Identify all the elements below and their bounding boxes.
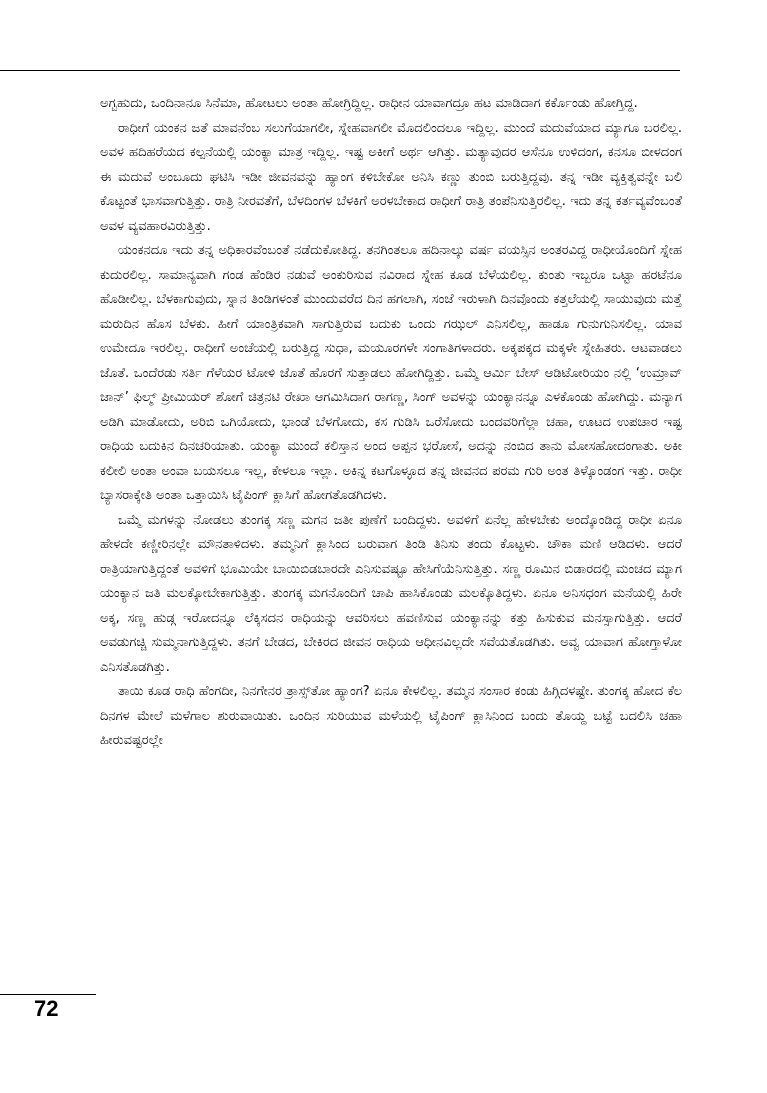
paragraph: ಅಗ್ಬಹುದು, ಒಂದಿನಾನೂ ಸಿನೆಮಾ, ಹೋಟಲು ಅಂತಾ ಹೋಗ್ರಿದ್ದಿಲ್ಲ. ರಾಧೀನ ಯಾವಾಗದ್ರೂ ಹಟ ಮಾಡಿದಾಗ ಕರ್ಕೊಂಡು ಹೋಗ್ತಿದ್ದ. [100,96,638,111]
paragraph: ಒಮ್ಮೆ ಮಗಳನ್ನು ನೋಡಲು ತುಂಗಕ್ಕ ಸಣ್ಣ ಮಗನ ಜತೀ ಪುಣೆಗೆ ಬಂದಿದ್ದಳು. ಅವಳಿಗೆ ಏನೆಲ್ಲ ಹೇಳಬೇಕು ಅಂದ್ಕೊಂಡಿದ್ದ ರಾಧೀ ಏನೂ ಹೇಳದೇ ಕಣ್ಣೀರಿನಲ್ಲೇ ಮೌನತಾಳಿದಳು. ತಮ್ಮನಿಗೆ ಕ್ಲಾಸಿಂದ ಬರುವಾಗ ತಿಂಡಿ ತಿನಿಸು ತಂದು ಕೊಟ್ಟಳು. ಚೌಕಾ ಮಣಿ ಆಡಿದಳು. ಆದರೆ ರಾತ್ರಿಯಾಗುತ್ತಿದ್ದಂತೆ ಅವಳಿಗೆ ಭೂಮಿಯೇ ಬಾಯಿಬಿಡಬಾರದೇ ಎನಿಸುವಷ್ಟೂ ಹೇಸಿಗೆಯೆನಿಸುತ್ತಿತ್ತು. ಸಣ್ಣ ರೂಮಿನ ಬಿಡಾರದಲ್ಲಿ ಮಂಚದ ಮ್ಯಾಗ ಯಂಕ್ಯಾನ ಜತಿ ಮಲಕ್ಕೋಬೇಕಾಗುತ್ತಿತ್ತು. ತುಂಗಕ್ಕ ಮಗನೊಂದಿಗೆ ಚಾಪಿ ಹಾಸಿಕೊಂಡು ಮಲಕ್ಕೊತಿದ್ದಳು. ಏನೂ ಅನಿಸಧಂಗ ಮನೆಯಲ್ಲಿ ಹಿರೇ ಅಕ್ಕ, ಸಣ್ಣ ಹುಡ್ಗ ಇರೋದನ್ನೂ ಲೆಕ್ಕಿಸದನ ರಾಧಿಯನ್ನು ಆವರಿಸಲು ಹವಣಿಸುವ ಯಂಕ್ಯಾನನ್ನು ಕತ್ತು ಹಿಸುಕುವ ಮನಸ್ಸಾಗುತ್ತಿತ್ತು. ಆದರೆ ಅವಡುಗಚ್ಚಿ ಸುಮ್ಮನಾಗುತ್ತಿದ್ದಳು. ತನಗೆ ಬೇಡದ, ಬೇಕಿರದ ಜೀವನ ರಾಧಿಯ ಆಧೀನವಿಲ್ಲದೇ ಸವೆಯತೊಡಗಿತು. ಅವ್ವ ಯಾವಾಗ ಹೋಗ್ತಾಳೋ ಎನಿಸತೊಡಗಿತ್ತು. [100,512,682,675]
page-number: 72 [34,996,59,1021]
body-text [100,92,682,754]
paragraph: ಯಂಕನದೂ ಇದು ತನ್ನ ಅಧಿಕಾರವೆಂಬಂತೆ ನಡೆದುಕೋತಿದ್ದ. ತನಗಿಂತಲೂ ಹದಿನಾಲ್ಕು ವರ್ಷ ವಯಸ್ಸಿನ ಅಂತರವಿದ್ದ ರಾಧೀಯೊಂದಿಗೆ ಸ್ನೇಹ ಕುದುರಲಿಲ್ಲ. ಸಾಮಾನ್ಯವಾಗಿ ಗಂಡ ಹೆಂಡಿರ ನಡುವೆ ಅಂಕುರಿಸುವ ನವಿರಾದ ಸ್ನೇಹ ಕೂಡ ಬೆಳೆಯಲಿಲ್ಲ. ಕುಂತು ಇಬ್ಬರೂ ಒಟ್ಟಾ ಹರಟೆನೂ ಹೊಡೀಲಿಲ್ಲ. ಬೆಳಕಾಗುವುದು, ಸ್ನಾನ ತಿಂಡಿಗಳಂತೆ ಮುಂದುವರೆದ ದಿನ ಹಗಲಾಗಿ, ಸಂಜೆ ಇರುಳಾಗಿ ದಿನವೊಂದು ಕತ್ತಲೆಯಲ್ಲಿ ಸಾಯುವುದು ಮತ್ತೆ ಮರುದಿನ ಹೊಸ ಬೆಳಕು. ಹೀಗೆ ಯಾಂತ್ರಿಕವಾಗಿ ಸಾಗುತ್ತಿರುವ ಬದುಕು ಒಂದು ಗಝಲ್ ಎನಿಸಲಿಲ್ಲ, ಹಾಡೂ ಗುನುಗುನಿಸಲಿಲ್ಲ. ಯಾವ ಉಮೇದೂ ಇರಲಿಲ್ಲ. ರಾಧೀಗೆ ಅಂಚೆಯಲ್ಲಿ ಬರುತ್ತಿದ್ದ ಸುಧಾ, ಮಯೂರಗಳೇ ಸಂಗಾತಿಗಳಾದರು. ಅಕ್ಕಪಕ್ಕದ ಮಕ್ಕಳೇ ಸ್ನೇಹಿತರು. ಆಟವಾಡಲು ಜೊತೆ. ಒಂದೆರಡು ಸರ್ತಿ ಗೆಳೆಯರ ಟೋಳಿ ಜೊತೆ ಹೊರಗೆ ಸುತ್ತಾಡಲು ಹೋಗಿದ್ದಿತ್ತು. ಒಮ್ಮೆ ಆರ್ಮಿ ಬೇಸ್ ಆಡಿಟೋರಿಯಂ ನಲ್ಲಿ ‘ಉಮ್ರಾವ್ ಜಾನ್’ ಫಿಲ್ಮ್ ಪ್ರೀಮಿಯರ್ ಶೋಗೆ ಚಿತ್ರನಟಿ ರೇಖಾ ಆಗಮಿಸಿದಾಗ ರಾಗಣ್ಣ, ಸಿಂಗ್ ಅವಳನ್ನು ಯಂಕ್ಯಾನನ್ನೂ ಎಳಕೊಂಡು ಹೋಗಿದ್ದು. ಮನ್ಯಾಗ ಅಡಿಗಿ ಮಾಡೋದು, ಅರಿಬಿ ಒಗಿಯೋದು, ಭಾಂಡೆ ಬೆಳಗೋದು, ಕಸ ಗುಡಿಸಿ ಒರೆಸೋದು ಬಂದವರಿಗೆಲ್ಲಾ ಚಹಾ, ಊಟದ ಉಪಚಾರ ಇಷ್ಟ ರಾಧಿಯ ಬದುಕಿನ ದಿನಚರಿಯಾತು. ಯಂಕ್ಯಾ ಮುಂದೆ ಕಲಿಸ್ತಾನ ಅಂದ ಅಪ್ಪನ ಭರೋಸೆ, ಅದನ್ನು ನಂಬಿದ ತಾನು ಮೋಸಹೋದಂಗಾತು. ಅಕೀ ಕಲೀಲಿ ಅಂತಾ ಅಂವಾ ಬಯಸಲೂ ಇಲ್ಲ, ಕೇಳಲೂ ಇಲ್ಲಾ. ಅಕಿನ್ನ ಕಟಗೊಳ್ಳೂದ ತನ್ನ ಜೀವನದ ಪರಮ ಗುರಿ ಅಂತ ತಿಳ್ಕೊಂಡಂಗ ಇತ್ತು. ರಾಧೀ ಬ್ಯಾಸರಾಕ್ಕೇತಿ ಅಂತಾ ಒತ್ತಾಯಿಸಿ ಟೈಪಿಂಗ್ ಕ್ಲಾಸಿಗೆ ಹೋಗತೊಡಗಿದಳು. [100,243,682,503]
paragraph: ತಾಯಿ ಕೂಡ ರಾಧಿ ಹೆಂಗದೀ, ನಿನಗೇನರ ತ್ರಾಸ್ಸ್‌ತೋ ಹ್ಯಾಂಗ? ಏನೂ ಕೇಳಲಿಲ್ಲ. ತಮ್ಮನ ಸಂಸಾರ ಕಂಡು ಹಿಗ್ಗಿದಳಷ್ಟೇ. ತುಂಗಕ್ಕ ಹೋದ ಕೆಲ ದಿನಗಳ ಮೇಲೆ ಮಳೆಗಾಲ ಶುರುವಾಯಿತು. ಒಂದಿನ ಸುರಿಯುವ ಮಳೆಯಲ್ಲಿ ಟೈಪಿಂಗ್ ಕ್ಲಾಸಿನಿಂದ ಬಂದು ತೊಯ್ದ ಬಟ್ಟೆ ಬದಲಿಸಿ ಚಹಾ ಹೀರುವಷ್ಟರಲ್ಲೇ [100,684,682,748]
paragraph: ರಾಧೀಗೆ ಯಂಕನ ಜತೆ ಮಾವನೆಂಬ ಸಲುಗೆಯಾಗಲೀ, ಸ್ನೇಹವಾಗಲೀ ಮೊದಲಿಂದಲೂ ಇದ್ದಿಲ್ಲ. ಮುಂದೆ ಮದುವೆಯಾದ ಮ್ಯಾಗೂ ಬರಲಿಲ್ಲ. ಅವಳ ಹದಿಹರೆಯದ ಕಲ್ಪನೆಯಲ್ಲಿ ಯಂಕ್ಯಾ ಮಾತ್ರ ಇದ್ದಿಲ್ಲ. ಇಷ್ಟ ಅಕೀಗೆ ಅರ್ಥ ಆಗಿತ್ತು. ಮತ್ಯಾವುದರ ಆಸೆನೂ ಉಳಿದಂಗ, ಕನಸೂ ಬೀಳದಂಗ ಈ ಮದುವೆ ಅಂಬೂದು ಘಟಿಸಿ ಇಡೀ ಜೀವನವನ್ನು ಹ್ಯಾಂಗ ಕಳಿಬೇಕೋ ಅನಿಸಿ ಕಣ್ಣು ತುಂಬಿ ಬರುತ್ತಿದ್ದವು. ತನ್ನ ಇಡೀ ವ್ಯಕ್ತಿತ್ವವನ್ನೇ ಬಲಿ ಕೊಟ್ಟಂತೆ ಭಾಸವಾಗುತ್ತಿತ್ತು. ರಾತ್ರಿ ನೀರವತೆಗೆ, ಬೆಳದಿಂಗಳ ಬೆಳಕಿಗೆ ಅರಳಬೇಕಾದ ರಾಧೀಗೆ ರಾತ್ರಿ ತಂಪೆನಿಸುತ್ತಿರಲಿಲ್ಲ. ಇದು ತನ್ನ ಕರ್ತವ್ಯವೆಂಬಂತೆ ಅವಳ ವ್ಯವಹಾರವಿರುತ್ತಿತ್ತು. [100,120,682,234]
top-rule [0,70,680,71]
footer-rule [0,994,96,995]
